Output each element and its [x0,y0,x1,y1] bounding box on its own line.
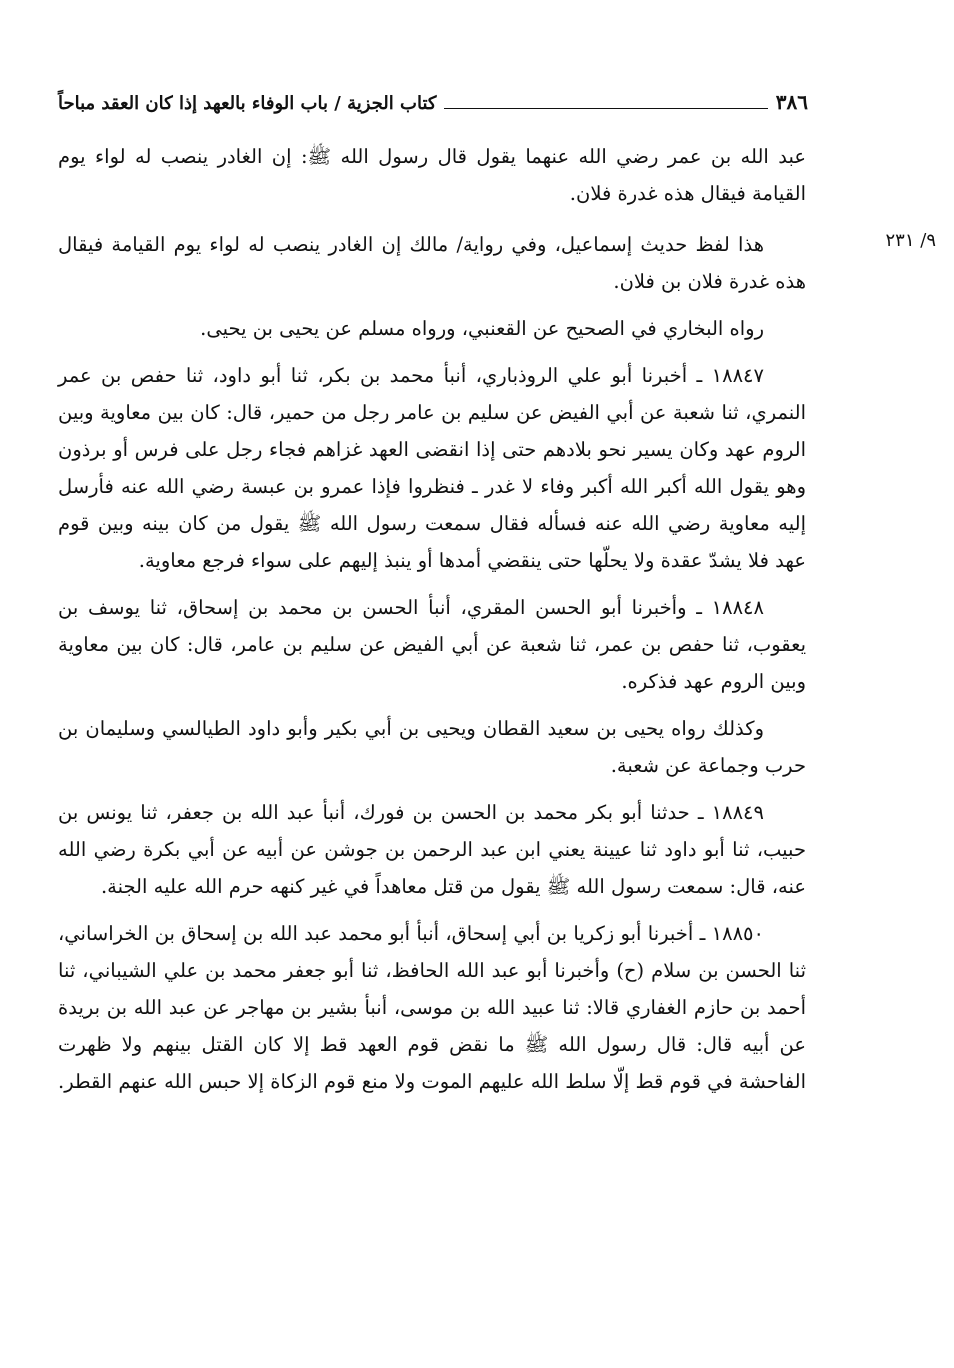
paragraph: هذا لفظ حديث إسماعيل، وفي رواية/ مالك إن الغادر ينصب له لواء يوم القيامة فيقال هذه غدرة فلان بن فلان. [58,233,806,293]
page-number: ٣٨٦ [775,90,808,114]
hadith-paragraph: ١٨٨٤٩ ـ حدثنا أبو بكر محمد بن الحسن بن فورك، أنبأ عبد الله بن جعفر، ثنا يونس بن حبيب، ثنا أبو داود ثنا عيينة يعني ابن عبد الرحمن بن جوشن عن أبيه عن أبي بكرة رضي الله عنه، قال: سمعت رسول الله ﷺ يقول من قتل معاهداً في غير كنهه حرم الله عليه الجنة. [58,801,806,898]
margin-reference: ٩/ ٢٣١ [885,230,936,251]
paragraph: عبد الله بن عمر رضي الله عنهما يقول قال رسول الله ﷺ: إن الغادر ينصب له لواء يوم القيامة فيقال هذه غدرة فلان. [58,145,806,205]
paragraph: رواه البخاري في الصحيح عن القعنبي، ورواه مسلم عن يحيى بن يحيى. [200,317,764,340]
paragraph: وكذلك رواه يحيى بن سعيد القطان ويحيى بن أبي بكير وأبو داود الطيالسي وسليمان بن حرب وجماعة عن شعبة. [58,717,806,777]
hadith-paragraph: ١٨٨٤٨ ـ وأخبرنا أبو الحسن المقري، أنبأ الحسن بن محمد بن إسحاق، ثنا يوسف بن يعقوب، ثنا حفص بن عمر، ثنا شعبة عن أبي الفيض عن سليم بن عامر، قال: كان بين معاوية وبين الروم عهد فذكره. [58,596,806,693]
running-title: كتاب الجزية / باب الوفاء بالعهد إذا كان العقد مباحاً [58,93,437,114]
header-rule [444,108,767,109]
hadith-paragraph: ١٨٨٥٠ ـ أخبرنا أبو زكريا بن أبي إسحاق، أنبأ أبو محمد عبد الله بن إسحاق بن الخراساني، ثنا الحسن بن سلام (ح) وأخبرنا أبو عبد الله الحافظ، ثنا أبو جعفر محمد بن علي الشيباني، ثنا أحمد بن حازم الغفاري قالا: ثنا عبيد الله بن موسى، أنبأ بشير بن مهاجر عن عبد الله بن بريدة عن أبيه قال: قال رسول الله ﷺ ما نقض قوم العهد قط إلا كان القتل بينهم ولا ظهرت الفاحشة في قوم قط إلّا سلط الله عليهم الموت ولا منع قوم الزكاة إلا حبس الله عنهم القطر. [58,922,806,1093]
body-text [58,138,806,1110]
page-header [58,88,808,114]
hadith-paragraph: ١٨٨٤٧ ـ أخبرنا أبو علي الروذباري، أنبأ محمد بن بكر، ثنا أبو داود، ثنا حفص بن عمر النمري، ثنا شعبة عن أبي الفيض عن سليم بن عامر رجل من حمير، قال: كان بين معاوية وبين الروم عهد وكان يسير نحو بلادهم حتى إذا انقضى العهد غزاهم فجاء رجل على فرس أو برذون وهو يقول الله أكبر الله أكبر وفاء لا غدر ـ فنظروا فإذا عمرو بن عبسة رضي الله عنه فأرسل إليه معاوية رضي الله عنه فسأله فقال سمعت رسول الله ﷺ يقول من كان بينه وبين قوم عهد فلا يشدّ عقدة ولا يحلّها حتى ينقضي أمدها أو ينبذ إليهم على سواء فرجع معاوية. [58,364,806,572]
